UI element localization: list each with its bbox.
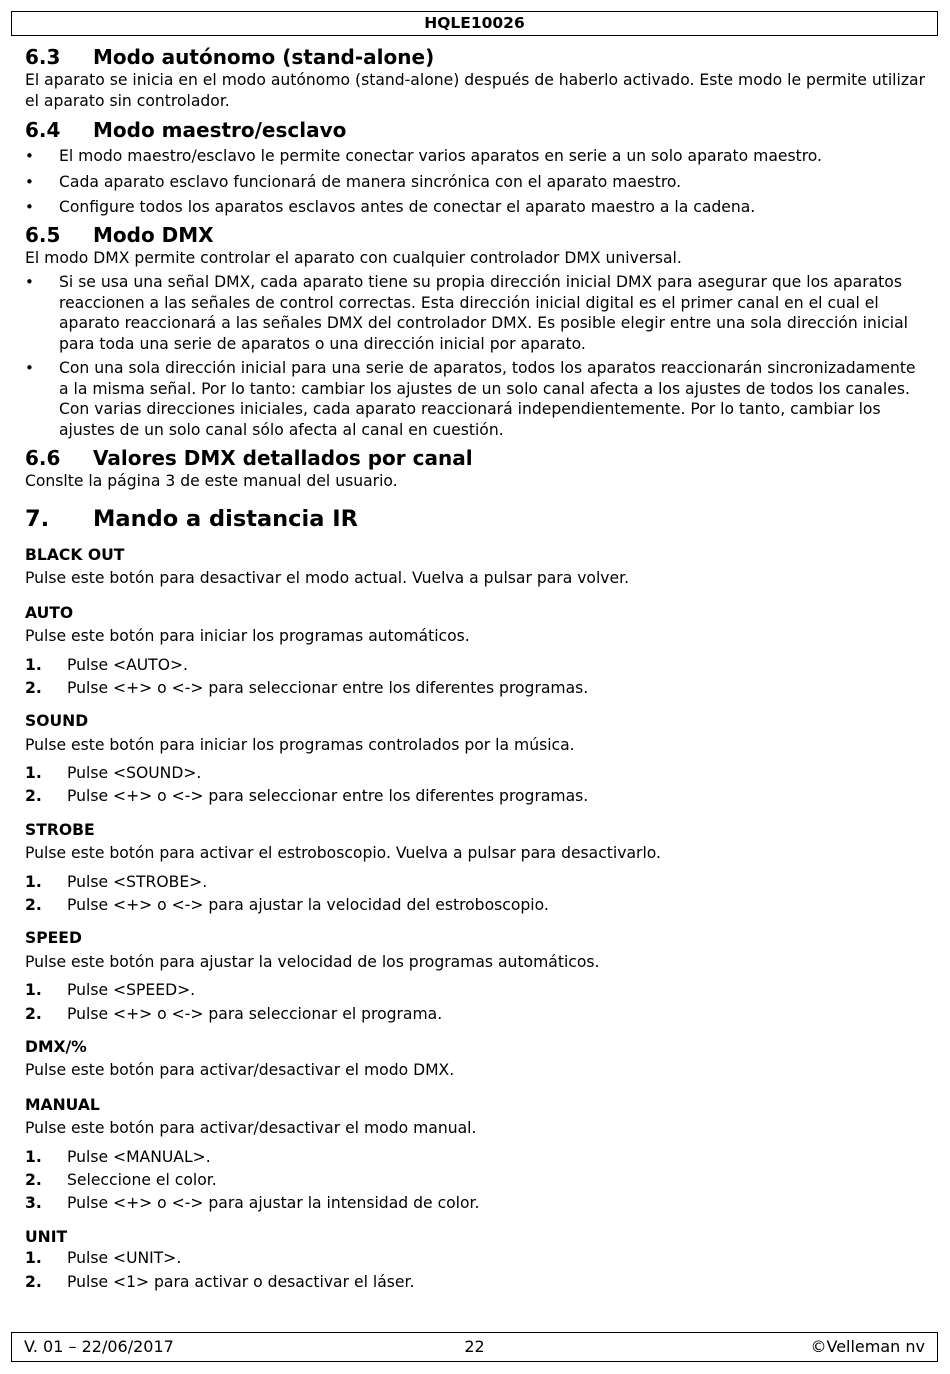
step-text: Pulse <MANUAL>. [67, 1147, 211, 1166]
steps-list [25, 871, 925, 918]
list-item: • Configure todos los aparatos esclavos antes de conectar el aparato maestro a la cadena. [25, 197, 925, 218]
section-number: 6.4 [25, 118, 61, 142]
steps-list [25, 654, 925, 701]
chapter-heading-7 [25, 504, 925, 534]
list-item: • Si se usa una señal DMX, cada aparato tiene su propia dirección inicial DMX para asegurar que los aparatos reaccionen a las señales de control correctas. Esta dirección inicial digital es el primer canal en el cual el aparato reaccionará a las señales DMX del controlador DMX. Es posible elegir entre una sola dirección inicial para toda una serie de aparatos o una dirección inicial por aparato. [25, 272, 925, 354]
subsection-body: Pulse este botón para activar/desactivar el modo DMX. [25, 1061, 455, 1080]
step-number: 1. [25, 655, 42, 674]
step-number: 1. [25, 1249, 42, 1268]
subsection-title-auto: AUTO [25, 603, 74, 622]
subsection-body: Pulse este botón para activar/desactivar el modo manual. [25, 1119, 477, 1138]
subsection-body: Pulse este botón para iniciar los programas automáticos. [25, 627, 470, 645]
step-text: Pulse <SOUND>. [67, 764, 202, 783]
list-item [25, 677, 925, 700]
subsection-body: Pulse este botón para iniciar los programas controlados por la música. [25, 735, 575, 754]
page-content [25, 44, 925, 1294]
subsection-title-strobe: STROBE [25, 820, 95, 839]
step-number: 2. [25, 1004, 42, 1023]
step-number: 1. [25, 1147, 42, 1166]
chapter-title: Mando a distancia IR [93, 505, 358, 532]
section-title: Modo maestro/esclavo [93, 118, 347, 142]
step-number: 2. [25, 1272, 42, 1291]
step-text: Pulse <AUTO>. [67, 655, 188, 674]
header-title: HQLE10026 [424, 14, 525, 32]
step-text: Pulse <1> para activar o desactivar el láser. [67, 1272, 415, 1291]
page-header [11, 11, 938, 36]
bullet-list [25, 272, 925, 440]
section-number: 6.3 [25, 45, 61, 69]
list-item [25, 894, 925, 917]
subsection-title-blackout: BLACK OUT [25, 545, 125, 564]
subsection-title-speed: SPEED [25, 929, 82, 948]
section-number: 6.6 [25, 446, 61, 470]
list-item [25, 979, 925, 1002]
step-text: Pulse <+> o <-> para ajustar la velocidad del estroboscopio. [67, 895, 549, 914]
section-body: El aparato se inicia en el modo autónomo (stand-alone) después de haberlo activado. Este modo le permite utilizar el aparato sin controlador. [25, 71, 925, 110]
step-number: 1. [25, 872, 42, 891]
step-number: 2. [25, 678, 42, 697]
section-heading-6-3 [25, 44, 925, 70]
list-item [25, 1003, 925, 1026]
subsection-title-manual: MANUAL [25, 1095, 100, 1114]
step-number: 3. [25, 1194, 42, 1213]
bullet-list [25, 146, 925, 218]
subsection-body: Pulse este botón para desactivar el modo actual. Vuelva a pulsar para volver. [25, 569, 630, 587]
section-title: Modo DMX [93, 222, 214, 247]
step-text: Pulse <+> o <-> para seleccionar el programa. [67, 1004, 443, 1023]
steps-list [25, 1146, 925, 1216]
section-heading-6-6 [25, 445, 925, 471]
list-item [25, 654, 925, 677]
footer-copyright: ©Velleman nv [810, 1337, 925, 1356]
section-body: El modo DMX permite controlar el aparato con cualquier controlador DMX universal. [25, 248, 682, 267]
steps-list [25, 762, 925, 809]
page-footer [11, 1332, 938, 1362]
step-number: 2. [25, 895, 42, 914]
step-number: 2. [25, 787, 42, 806]
step-text: Pulse <+> o <-> para ajustar la intensidad de color. [67, 1194, 480, 1213]
section-body: Conslte la página 3 de este manual del usuario. [25, 472, 398, 490]
list-item: • El modo maestro/esclavo le permite conectar varios aparatos en serie a un solo aparato maestro. [25, 146, 925, 167]
step-text: Seleccione el color. [67, 1171, 217, 1190]
subsection-body: Pulse este botón para ajustar la velocidad de los programas automáticos. [25, 952, 600, 971]
step-number: 2. [25, 1171, 42, 1190]
list-item [25, 785, 925, 808]
step-text: Pulse <UNIT>. [67, 1249, 182, 1268]
section-title: Modo autónomo (stand-alone) [93, 45, 435, 69]
subsection-title-dmx: DMX/% [25, 1037, 87, 1056]
step-number: 1. [25, 764, 42, 783]
chapter-number: 7. [25, 505, 50, 532]
footer-version: V. 01 – 22/06/2017 [24, 1337, 174, 1356]
list-item: • Con una sola dirección inicial para una serie de aparatos, todos los aparatos reaccionarán sincronizadamente a la misma señal. Por lo tanto: cambiar los ajustes de un solo canal afecta a los ajustes de todos los canales. Con varias direcciones iniciales, cada aparato reaccionará independientemente. Por lo tanto, cambiar los ajustes de un solo canal sólo afecta al canal en cuestión. [25, 358, 925, 440]
list-item [25, 762, 925, 785]
list-item [25, 1146, 925, 1169]
list-item [25, 1247, 925, 1270]
step-number: 1. [25, 981, 42, 1000]
list-item: • Cada aparato esclavo funcionará de manera sincrónica con el aparato maestro. [25, 172, 925, 193]
list-item [25, 1271, 925, 1294]
list-item [25, 871, 925, 894]
subsection-title-sound: SOUND [25, 712, 89, 731]
steps-list [25, 1247, 925, 1294]
section-heading-6-4 [25, 117, 925, 143]
step-text: Pulse <+> o <-> para seleccionar entre los diferentes programas. [67, 787, 589, 806]
section-number: 6.5 [25, 222, 61, 247]
step-text: Pulse <+> o <-> para seleccionar entre los diferentes programas. [67, 678, 589, 697]
subsection-body: Pulse este botón para activar el estroboscopio. Vuelva a pulsar para desactivarlo. [25, 844, 662, 863]
step-text: Pulse <SPEED>. [67, 981, 196, 1000]
steps-list [25, 979, 925, 1026]
subsection-title-unit: UNIT [25, 1227, 68, 1246]
footer-page-number: 22 [464, 1337, 485, 1356]
step-text: Pulse <STROBE>. [67, 872, 208, 891]
list-item [25, 1169, 925, 1192]
section-title: Valores DMX detallados por canal [93, 446, 473, 470]
list-item [25, 1192, 925, 1215]
section-heading-6-5 [25, 222, 925, 248]
